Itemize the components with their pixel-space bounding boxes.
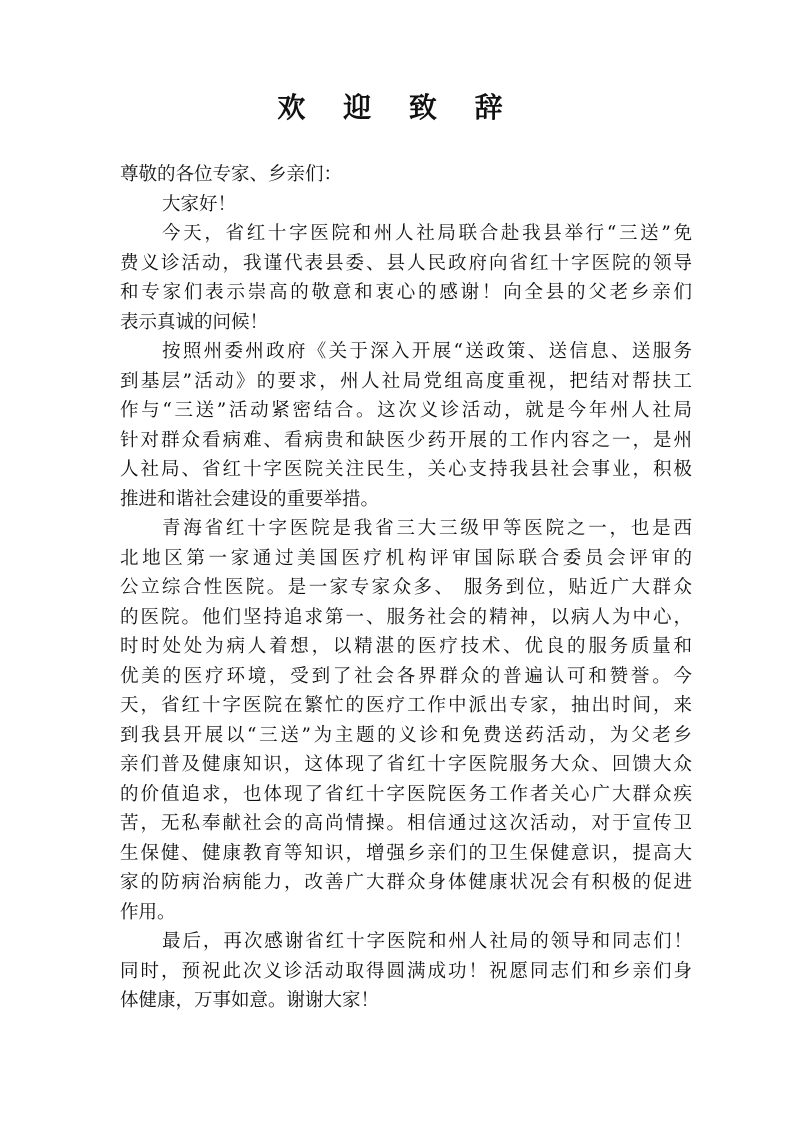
paragraph-line: 大家好！ — [162, 193, 237, 215]
paragraph-line: 推进和谐社会建设的重要举措。 — [120, 488, 380, 510]
paragraph-line: 生保健、健康教育等知识，增强乡亲们的卫生保健意识，提高大 — [120, 842, 692, 864]
paragraph-line: 同时，预祝此次义诊活动取得圆满成功！祝愿同志们和乡亲们身 — [120, 960, 692, 982]
paragraph-line: 到我县开展以“三送”为主题的义诊和免费送药活动，为父老乡 — [120, 724, 692, 746]
paragraph-line: 最后，再次感谢省红十字医院和州人社局的领导和同志们！ — [162, 931, 692, 952]
paragraph-line: 公立综合性医院。是一家专家众多、 服务到位，贴近广大群众 — [120, 577, 692, 598]
document-body — [120, 160, 692, 1016]
paragraph — [120, 190, 692, 220]
paragraph-line: 作用。 — [120, 901, 176, 923]
paragraph — [120, 514, 692, 927]
paragraph — [120, 160, 692, 190]
paragraph-line: 体健康，万事如意。谢谢大家！ — [120, 990, 380, 1011]
paragraph-line: 亲们普及健康知识，这体现了省红十字医院服务大众、回馈大众 — [120, 754, 692, 775]
paragraph-line: 青海省红十字医院是我省三大三级甲等医院之一，也是西 — [162, 518, 692, 539]
paragraph-line: 费义诊活动，我谨代表县委、县人民政府向省红十字医院的领导 — [120, 252, 692, 274]
paragraph-line: 尊敬的各位专家、乡亲们： — [120, 164, 343, 185]
paragraph — [120, 219, 692, 337]
paragraph-line: 时时处处为病人着想，以精湛的医疗技术、优良的服务质量和 — [120, 636, 692, 657]
paragraph-line: 今天，省红十字医院和州人社局联合赴我县举行“三送”免 — [162, 223, 692, 244]
paragraph — [120, 927, 692, 1016]
paragraph — [120, 337, 692, 514]
paragraph-line: 家的防病治病能力，改善广大群众身体健康状况会有积极的促进 — [120, 872, 692, 893]
paragraph-line: 天，省红十字医院在繁忙的医疗工作中派出专家，抽出时间，来 — [120, 695, 692, 716]
paragraph-line: 的价值追求，也体现了省红十字医院医务工作者关心广大群众疾 — [120, 783, 692, 805]
paragraph-line: 人社局、省红十字医院关注民生，关心支持我县社会事业，积极 — [120, 459, 692, 480]
paragraph-line: 的医院。他们坚持追求第一、服务社会的精神，以病人为中心， — [120, 606, 692, 628]
paragraph-line: 针对群众看病难、看病贵和缺医少药开展的工作内容之一，是州 — [120, 429, 692, 451]
paragraph-line: 北地区第一家通过美国医疗机构评审国际联合委员会评审的 — [120, 547, 692, 569]
paragraph-line: 作与“三送”活动紧密结合。这次义诊活动，就是今年州人社局 — [120, 400, 692, 421]
paragraph-line: 苦，无私奉献社会的高尚情操。相信通过这次活动，对于宣传卫 — [120, 813, 692, 834]
paragraph-line: 和专家们表示崇高的敬意和衷心的感谢！向全县的父老乡亲们 — [120, 282, 692, 303]
document-title: 欢 迎 致 辞 — [277, 91, 517, 124]
paragraph-line: 优美的医疗环境，受到了社会各界群众的普遍认可和赞誉。今 — [120, 665, 692, 687]
paragraph-line: 按照州委州政府《关于深入开展“送政策、送信息、送服务 — [162, 341, 692, 362]
paragraph-line: 表示真诚的问候！ — [120, 311, 269, 333]
paragraph-line: 到基层”活动》的要求，州人社局党组高度重视，把结对帮扶工 — [120, 370, 692, 392]
